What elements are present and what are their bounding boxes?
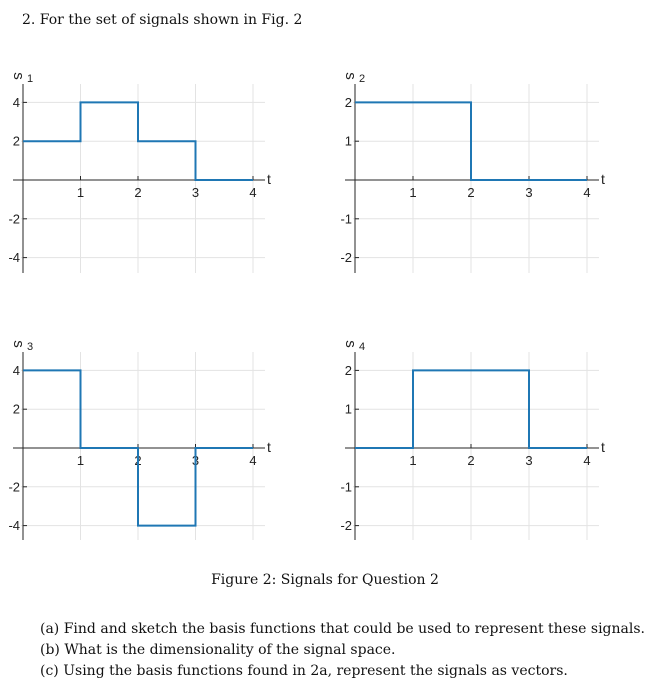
signal-title: s (10, 340, 27, 348)
x-tick-label: 1 (76, 185, 85, 200)
signal-title: s (10, 72, 27, 80)
signal-chart-3 (8, 340, 271, 540)
x-tick-label: 3 (191, 185, 200, 200)
y-tick-label: -1 (340, 211, 352, 227)
y-tick-label: -2 (340, 250, 352, 266)
y-tick-label: 2 (12, 133, 20, 149)
y-tick-label: -1 (340, 479, 352, 495)
x-axis-label: t (601, 171, 605, 187)
signal-chart-1 (8, 72, 271, 273)
x-tick-label: 4 (249, 185, 257, 200)
y-tick-label: 4 (12, 94, 20, 110)
x-tick-label: 2 (467, 453, 475, 468)
x-tick-label: 1 (409, 453, 417, 468)
y-tick-label: -4 (8, 250, 20, 266)
part-c: (c) Using the basis functions found in 2a, represent the signals as vectors. (40, 663, 568, 679)
x-tick-label: 1 (76, 453, 85, 468)
y-tick-label: -2 (340, 518, 352, 534)
y-tick-label: 2 (344, 94, 352, 110)
y-tick-label: 2 (12, 401, 20, 417)
y-tick-label: 1 (344, 133, 352, 149)
y-tick-label: 1 (344, 401, 352, 417)
signal-title: s (342, 72, 359, 80)
signal-title: s (342, 340, 359, 348)
x-axis-label: t (267, 171, 271, 187)
x-axis-label: t (601, 439, 605, 455)
signal-title-subscript: 2 (359, 73, 366, 85)
y-tick-label: 2 (344, 362, 352, 378)
y-tick-label: 4 (12, 362, 20, 378)
question-parts (40, 619, 645, 682)
x-tick-label: 2 (467, 185, 475, 200)
y-tick-label: -4 (8, 518, 20, 534)
x-tick-label: 4 (583, 453, 591, 468)
x-axis-label: t (267, 439, 271, 455)
signal-title-subscript: 3 (27, 341, 34, 353)
part-b: (b) What is the dimensionality of the signal space. (40, 642, 396, 658)
x-tick-label: 4 (583, 185, 591, 200)
signal-chart-4 (340, 340, 605, 540)
x-tick-label: 3 (525, 185, 533, 200)
figure-caption: Figure 2: Signals for Question 2 (211, 572, 439, 588)
x-tick-label: 2 (134, 453, 142, 468)
x-tick-label: 2 (134, 185, 142, 200)
part-a: (a) Find and sketch the basis functions that could be used to represent these signals. (40, 621, 645, 637)
question-heading: 2. For the set of signals shown in Fig. 2 (22, 12, 303, 28)
x-tick-label: 1 (409, 185, 417, 200)
signal-title-subscript: 4 (359, 341, 366, 353)
x-tick-label: 4 (249, 453, 257, 468)
signal-chart-2 (340, 72, 605, 273)
y-tick-label: -2 (8, 479, 20, 495)
y-tick-label: -2 (8, 211, 20, 227)
signal-title-subscript: 1 (27, 73, 34, 85)
x-tick-label: 3 (525, 453, 533, 468)
x-tick-label: 3 (191, 453, 200, 468)
